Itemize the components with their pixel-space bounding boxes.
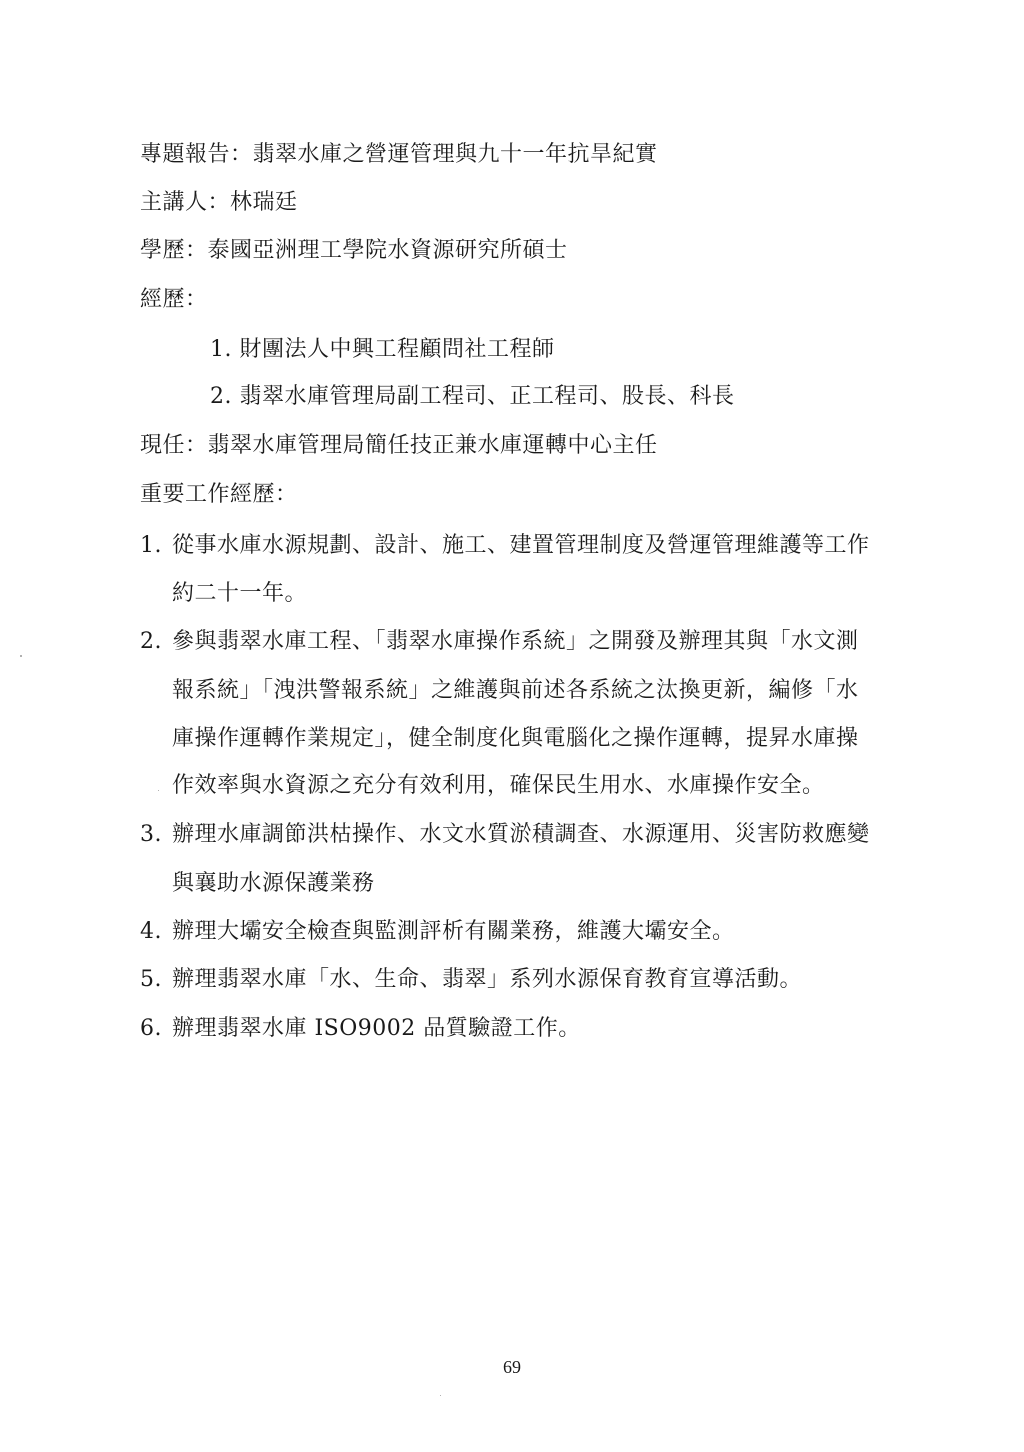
work-item-text: 辦理翡翠水庫 ISO9002 品質驗證工作。 (172, 1016, 581, 1041)
work-item-number: 4. (140, 919, 162, 944)
scan-speck (440, 1395, 441, 1396)
work-item-continuation: 與襄助水源保護業務 (172, 871, 375, 896)
work-item-continuation: 作效率與水資源之充分有效利用，確保民生用水、水庫操作安全。 (172, 773, 825, 798)
work-label: 重要工作經歷： (140, 482, 298, 507)
work-item (140, 531, 870, 561)
work-item (140, 1014, 581, 1044)
work-item-text: 辦理水庫調節洪枯操作、水文水質淤積調查、水源運用、災害防救應變 (172, 822, 870, 847)
scan-speck (20, 655, 22, 657)
work-item-text: 辦理大壩安全檢查與監測評析有關業務，維護大壩安全。 (172, 919, 735, 944)
work-item-number: 5. (140, 967, 162, 992)
work-item (140, 820, 870, 850)
education-line: 學歷：泰國亞洲理工學院水資源研究所碩士 (140, 238, 568, 263)
scan-speck (158, 790, 159, 791)
work-item-text: 從事水庫水源規劃、設計、施工、建置管理制度及營運管理維護等工作 (172, 533, 870, 558)
work-item-number: 3. (140, 822, 162, 847)
work-item-continuation: 庫操作運轉作業規定」，健全制度化與電腦化之操作運轉，提昇水庫操 (172, 726, 859, 751)
page-number: 69 (503, 1357, 521, 1377)
work-item-number: 1. (140, 533, 162, 558)
work-item-continuation: 報系統」「洩洪警報系統」之維護與前述各系統之汰換更新，編修「水 (172, 678, 859, 703)
work-item-continuation: 約二十一年。 (172, 581, 308, 606)
speaker-line: 主講人：林瑞廷 (140, 190, 298, 215)
current-position-line: 現任：翡翠水庫管理局簡任技正兼水庫運轉中心主任 (140, 433, 658, 458)
work-item-text: 參與翡翠水庫工程、「翡翠水庫操作系統」之開發及辦理其與「水文測 (172, 629, 859, 654)
work-item (140, 917, 735, 947)
work-item (140, 965, 802, 995)
experience-item: 1. 財團法人中興工程顧問社工程師 (210, 337, 555, 362)
experience-item: 2. 翡翠水庫管理局副工程司、正工程司、股長、科長 (210, 384, 735, 409)
work-item-text: 辦理翡翠水庫「水、生命、翡翠」系列水源保育教育宣導活動。 (172, 967, 803, 992)
work-item-number: 2. (140, 629, 162, 654)
report-title: 專題報告：翡翠水庫之營運管理與九十一年抗旱紀實 (140, 142, 658, 167)
work-item (140, 627, 859, 657)
experience-label: 經歷： (140, 287, 208, 312)
work-item-number: 6. (140, 1016, 162, 1041)
